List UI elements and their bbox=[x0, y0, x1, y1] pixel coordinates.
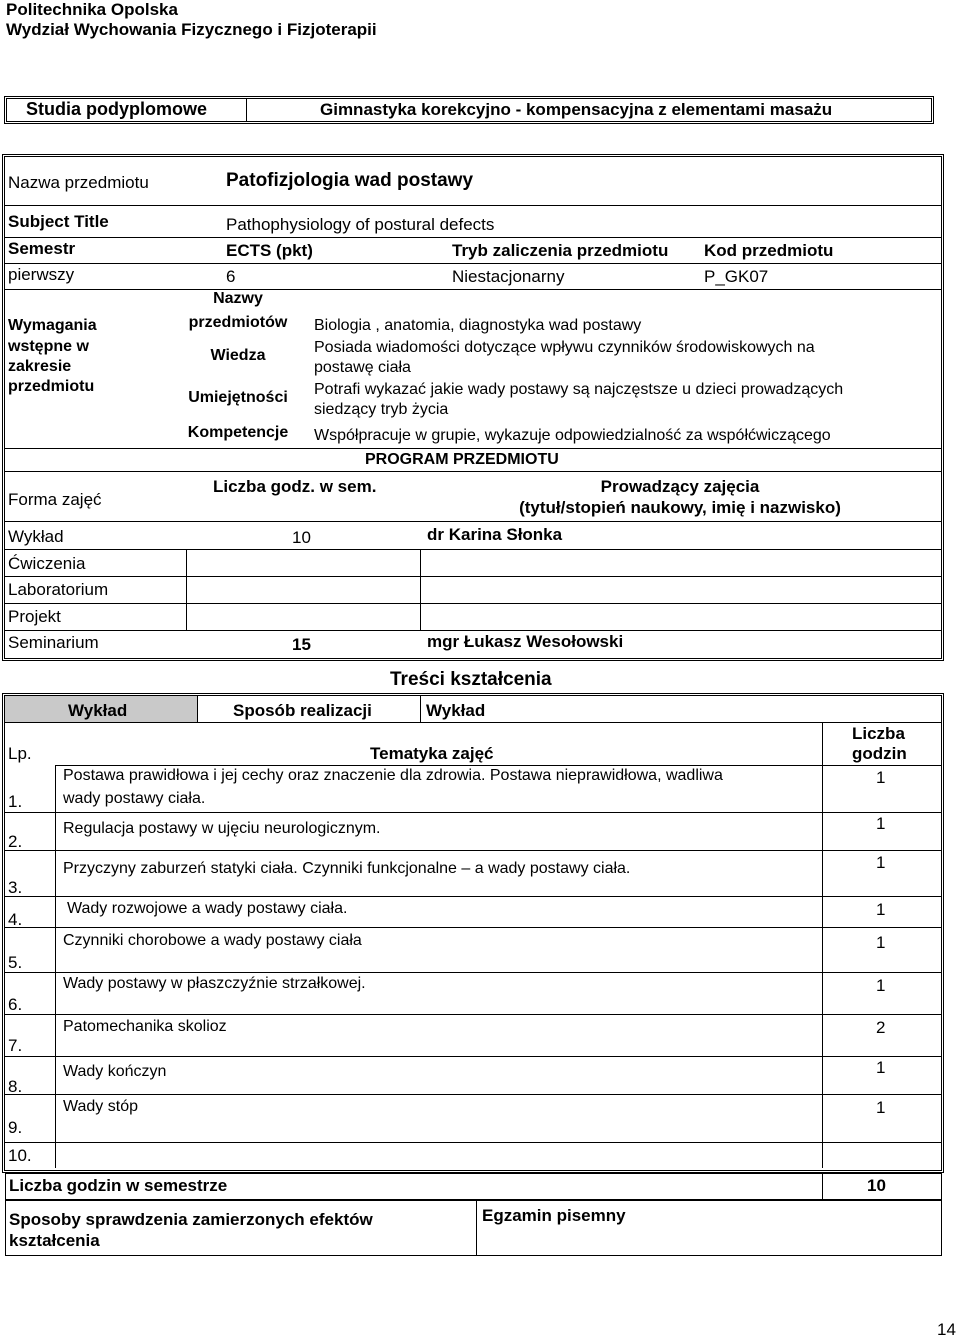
topic-text-line1: Wady postawy w płaszczyźnie strzałkowej. bbox=[63, 975, 366, 992]
requirements-label-2: wstępne w bbox=[8, 338, 89, 355]
form-row-exercises: Ćwiczenia bbox=[8, 554, 86, 573]
topic-lp: 2. bbox=[8, 832, 23, 851]
subject-title: Pathophysiology of postural defects bbox=[226, 215, 495, 234]
mode-label: Tryb zaliczenia przedmiotu bbox=[452, 241, 669, 260]
ects-value: 6 bbox=[226, 267, 236, 286]
skills-label: Umiejętności bbox=[188, 389, 288, 406]
hours-row-lecture: 10 bbox=[292, 528, 311, 547]
topic-lp: 8. bbox=[8, 1077, 23, 1096]
topic-hours: 1 bbox=[876, 1058, 886, 1077]
faculty-name: Wydział Wychowania Fizycznego i Fizjoterapii bbox=[6, 20, 377, 39]
column-divider bbox=[55, 765, 56, 1168]
topic-text-line1: Przyczyny zaburzeń statyki ciała. Czynniki funkcjonalne – a wady postawy ciała. bbox=[63, 860, 631, 877]
row-divider bbox=[5, 576, 941, 577]
topic-hours: 1 bbox=[876, 814, 886, 833]
knowledge-label: Wiedza bbox=[210, 347, 266, 364]
column-divider bbox=[476, 1200, 477, 1256]
topic-hours: 2 bbox=[876, 1018, 886, 1037]
subject-name: Patofizjologia wad postawy bbox=[226, 170, 474, 191]
row-divider bbox=[5, 812, 942, 813]
row-divider bbox=[55, 765, 942, 766]
page-number: 14 bbox=[937, 1320, 956, 1339]
topic-lp: 3. bbox=[8, 878, 23, 897]
topic-lp: 7. bbox=[8, 1036, 23, 1055]
row-divider bbox=[5, 205, 941, 206]
topic-hours: 1 bbox=[876, 976, 886, 995]
topic-text-line2: wady postawy ciała. bbox=[63, 790, 206, 807]
column-divider bbox=[420, 549, 421, 631]
topic-hours: 1 bbox=[876, 933, 886, 952]
row-divider bbox=[5, 1142, 942, 1143]
topic-hours: 1 bbox=[876, 900, 886, 919]
competence-value: Współpracuje w grupie, wykazuje odpowiedzialność za współćwiczącego bbox=[314, 427, 831, 444]
column-divider bbox=[822, 722, 823, 1168]
assessment-value: Egzamin pisemny bbox=[482, 1206, 626, 1225]
content-heading: Treści kształcenia bbox=[390, 669, 552, 690]
topic-text-line1: Czynniki chorobowe a wady postawy ciała bbox=[63, 932, 362, 949]
topic-text-line1: Wady kończyn bbox=[63, 1063, 167, 1080]
subjects-label-line2: przedmiotów bbox=[188, 314, 288, 331]
hours-label-line1: Liczba bbox=[852, 724, 905, 743]
column-divider bbox=[197, 696, 198, 722]
ects-label: ECTS (pkt) bbox=[226, 241, 313, 260]
row-divider bbox=[5, 927, 942, 928]
hours-row-seminar: 15 bbox=[292, 635, 311, 654]
row-divider bbox=[5, 972, 942, 973]
column-divider bbox=[420, 696, 421, 722]
program-name: Gimnastyka korekcyjno - kompensacyjna z elementami masażu bbox=[320, 100, 833, 119]
row-divider bbox=[5, 1094, 942, 1095]
total-hours-label: Liczba godzin w semestrze bbox=[9, 1176, 228, 1195]
hours-label: Liczba godz. w sem. bbox=[213, 477, 377, 496]
row-divider bbox=[5, 603, 941, 604]
form-row-laboratory: Laboratorium bbox=[8, 580, 109, 599]
subjects-label-line1: Nazwy bbox=[213, 290, 263, 307]
row-divider bbox=[5, 237, 941, 238]
topic-lp: 6. bbox=[8, 995, 23, 1014]
topic-text-line1: Postawa prawidłowa i jej cechy oraz znaczenie dla zdrowia. Postawa nieprawidłowa, wadliwa bbox=[63, 767, 723, 784]
semester-label: Semestr bbox=[8, 239, 76, 258]
column-divider bbox=[186, 549, 187, 631]
form-label: Forma zajęć bbox=[8, 490, 102, 509]
requirements-label-1: Wymagania bbox=[8, 317, 97, 334]
banner-divider bbox=[246, 99, 247, 121]
column-divider bbox=[822, 1173, 823, 1200]
requirements-label-3: zakresie bbox=[8, 358, 72, 375]
topic-text-line1: Wady rozwojowe a wady postawy ciała. bbox=[67, 900, 348, 917]
total-hours-value: 10 bbox=[867, 1176, 886, 1195]
row-divider bbox=[5, 471, 941, 472]
row-divider bbox=[5, 896, 942, 897]
lp-label: Lp. bbox=[8, 744, 32, 763]
topic-label: Tematyka zajęć bbox=[370, 744, 494, 763]
form-row-lecture: Wykład bbox=[8, 527, 64, 546]
teacher-row-seminar: mgr Łukasz Wesołowski bbox=[427, 632, 624, 651]
mode-value: Niestacjonarny bbox=[452, 267, 565, 286]
method-label: Sposób realizacji bbox=[233, 701, 372, 720]
hours-label-line2: godzin bbox=[852, 744, 907, 763]
topic-lp: 1. bbox=[8, 792, 23, 811]
form-row-seminar: Seminarium bbox=[8, 633, 99, 652]
skills-value-line2: siedzący tryb życia bbox=[314, 401, 449, 418]
subject-title-label: Subject Title bbox=[8, 212, 109, 231]
programme-heading: PROGRAM PRZEDMIOTU bbox=[365, 451, 559, 468]
topic-lp: 4. bbox=[8, 910, 23, 929]
teacher-row-lecture: dr Karina Słonka bbox=[427, 525, 563, 544]
row-divider bbox=[5, 630, 941, 631]
topic-text-line1: Wady stóp bbox=[63, 1098, 138, 1115]
program-type: Studia podyplomowe bbox=[26, 99, 208, 119]
row-divider bbox=[5, 1056, 942, 1057]
assessment-label-line2: kształcenia bbox=[9, 1231, 100, 1250]
row-divider bbox=[5, 521, 941, 522]
row-divider bbox=[5, 722, 941, 723]
form-row-project: Projekt bbox=[8, 607, 61, 626]
topic-text-line1: Patomechanika skolioz bbox=[63, 1018, 227, 1035]
topic-lp: 9. bbox=[8, 1118, 23, 1137]
code-value: P_GK07 bbox=[704, 267, 769, 286]
topic-lp: 10. bbox=[8, 1146, 32, 1165]
knowledge-value-line1: Posiada wiadomości dotyczące wpływu czynników środowiskowych na bbox=[314, 339, 815, 356]
topic-hours: 1 bbox=[876, 1098, 886, 1117]
skills-value-line1: Potrafi wykazać jakie wady postawy są najczęstsze u dzieci prowadzących bbox=[314, 381, 844, 398]
row-divider bbox=[5, 850, 942, 851]
knowledge-value-line2: postawę ciała bbox=[314, 359, 411, 376]
method-value: Wykład bbox=[426, 701, 486, 720]
topic-text-line1: Regulacja postawy w ujęciu neurologicznym. bbox=[63, 820, 381, 837]
topic-lp: 5. bbox=[8, 953, 23, 972]
row-divider bbox=[5, 263, 941, 264]
teacher-label-line2: (tytuł/stopień naukowy, imię i nazwisko) bbox=[519, 498, 841, 517]
subject-name-label: Nazwa przedmiotu bbox=[8, 173, 149, 192]
competence-label: Kompetencje bbox=[187, 424, 289, 441]
code-label: Kod przedmiotu bbox=[704, 241, 834, 260]
row-divider bbox=[5, 448, 941, 449]
row-divider bbox=[5, 289, 941, 290]
topic-hours: 1 bbox=[876, 853, 886, 872]
subjects-value: Biologia , anatomia, diagnostyka wad postawy bbox=[314, 317, 642, 334]
semester-value: pierwszy bbox=[8, 265, 75, 284]
teacher-label-line1: Prowadzący zajęcia bbox=[600, 477, 760, 496]
content-type-label: Wykład bbox=[68, 701, 128, 720]
requirements-label-4: przedmiotu bbox=[8, 378, 95, 395]
topic-hours: 1 bbox=[876, 768, 886, 787]
assessment-label-line1: Sposoby sprawdzenia zamierzonych efektów bbox=[9, 1210, 373, 1229]
row-divider bbox=[5, 1014, 942, 1015]
row-divider bbox=[5, 549, 941, 550]
university-name: Politechnika Opolska bbox=[6, 0, 178, 19]
